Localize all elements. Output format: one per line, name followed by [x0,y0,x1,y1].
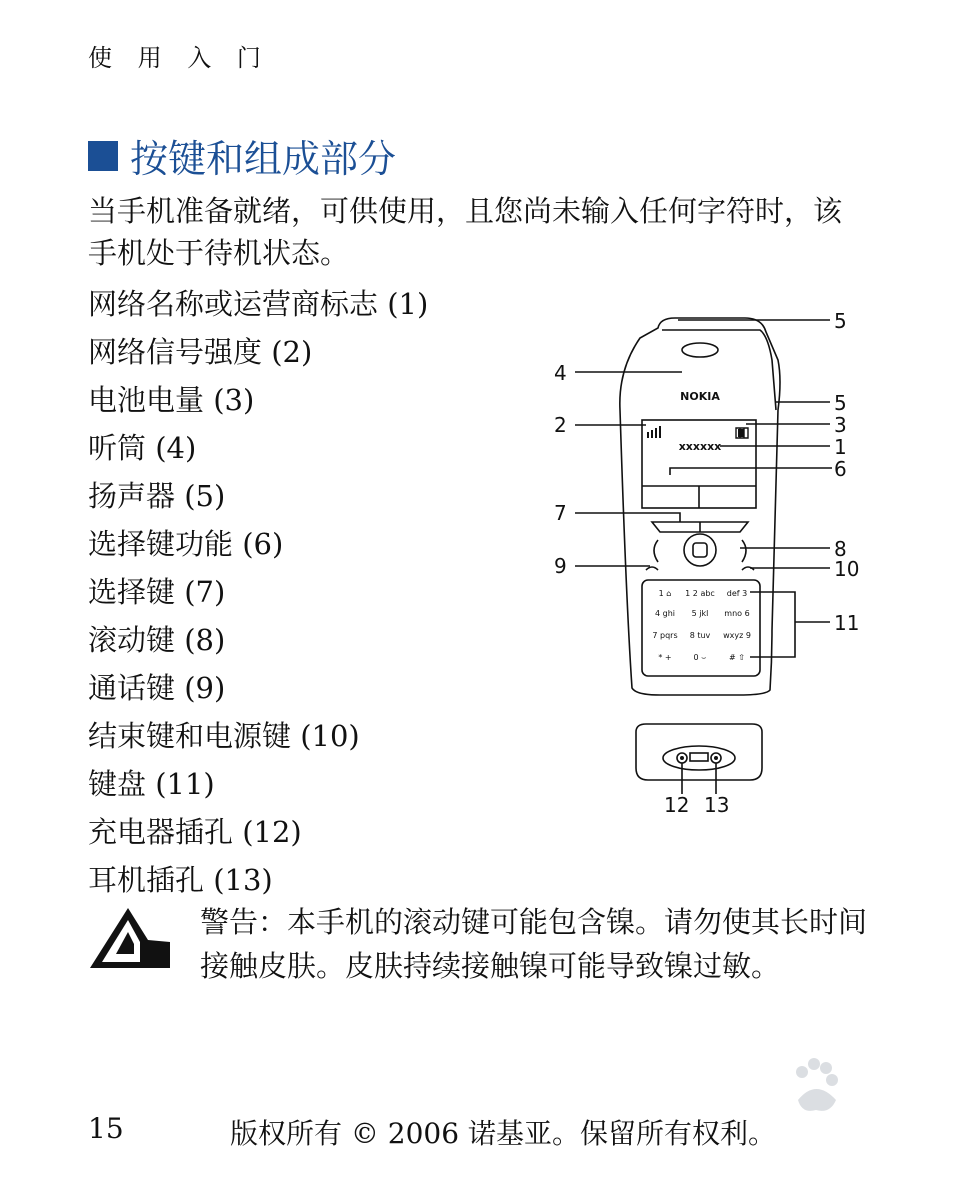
list-item: 电池电量 (3) [88,383,255,417]
svg-text:8 tuv: 8 tuv [689,631,711,640]
bottom-view [636,724,762,780]
list-item: 网络信号强度 (2) [88,335,313,369]
callout-12: 12 [664,793,690,817]
brand-logo: NOKIA [680,390,720,403]
callout-2: 2 [554,413,567,437]
page-number: 15 [88,1112,124,1145]
running-header: 使 用 入 门 [88,44,270,72]
phone-diagram [540,300,880,840]
callout-3: 3 [834,413,847,437]
callout-4: 4 [554,361,567,385]
svg-text:mno 6: mno 6 [724,609,750,618]
intro-paragraph: 当手机准备就绪，可供使用，且您尚未输入任何字符时，该手机处于待机状态。 [88,194,843,270]
svg-text:5 jkl: 5 jkl [691,609,709,618]
svg-text:4 ghi: 4 ghi [654,609,676,618]
list-item: 滚动键 (8) [88,623,226,657]
callout-13: 13 [704,793,730,817]
list-item: 听筒 (4) [88,431,197,465]
list-item: 选择键功能 (6) [88,527,284,561]
callout-8: 8 [834,537,847,561]
baidu-watermark-logo [680,1050,920,1150]
svg-text:def 3: def 3 [726,589,748,598]
svg-text:0 ⌣: 0 ⌣ [693,653,707,662]
svg-text:wxyz 9: wxyz 9 [723,631,751,640]
svg-text:* +: * + [658,653,672,662]
list-item: 选择键 (7) [88,575,226,609]
callout-11: 11 [834,611,860,635]
callout-1: 1 [834,435,847,459]
callout-5-side: 5 [834,391,847,415]
section-title [88,128,396,183]
svg-text:7 pqrs: 7 pqrs [652,631,678,640]
list-item: 网络名称或运营商标志 (1) [88,287,429,321]
list-item: 通话键 (9) [88,671,226,705]
warning-hand-icon [88,904,172,970]
scroll-key-shape [684,534,716,566]
list-item: 键盘 (11) [88,767,215,801]
earpiece-shape [682,343,718,357]
svg-text:# ⇧: # ⇧ [729,653,745,662]
callout-6: 6 [834,457,847,481]
callout-9: 9 [554,554,567,578]
callout-5-top: 5 [834,309,847,333]
list-item: 扬声器 (5) [88,479,226,513]
list-item: 耳机插孔 (13) [88,863,273,897]
square-bullet-icon [88,141,118,171]
list-item: 结束键和电源键 (10) [88,719,360,753]
copyright-notice: 版权所有 © 2006 诺基亚。保留所有权利。 [230,1117,776,1150]
section-title-text: 按键和组成部分 [130,137,397,181]
svg-text:1 ⌂: 1 ⌂ [658,589,672,598]
list-item: 充电器插孔 (12) [88,815,302,849]
screen-text: xxxxxx [678,440,722,453]
parts-list [88,280,428,904]
svg-text:1 2 abc: 1 2 abc [685,589,715,598]
callout-10: 10 [834,557,860,581]
warning-text: 警告：本手机的滚动键可能包含镍。请勿使其长时间接触皮肤。皮肤持续接触镍可能导致镍过敏。 [200,905,868,983]
callout-7: 7 [554,501,567,525]
